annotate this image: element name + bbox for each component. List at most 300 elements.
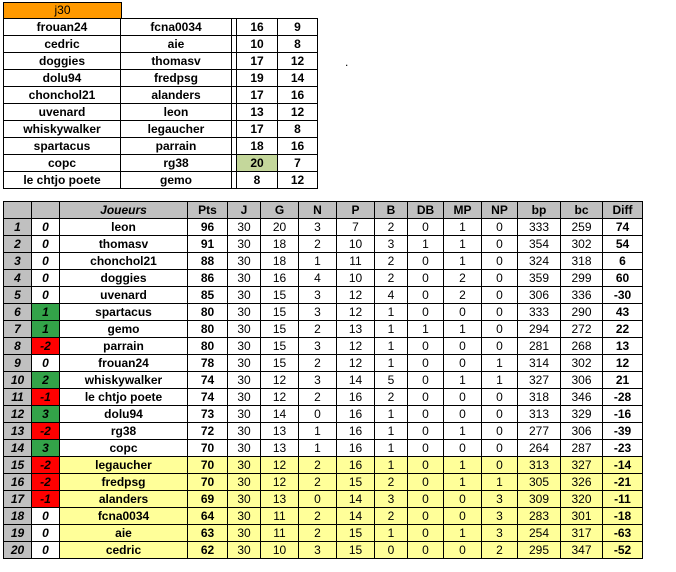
cell-name: parrain [60,338,188,355]
cell-db: 0 [408,253,444,270]
cell-bp: 324 [518,253,561,270]
match-row [4,87,318,104]
cell-db: 0 [408,457,444,474]
standings-header-row [4,202,643,219]
cell-g: 15 [261,287,299,304]
cell-diff: -52 [603,542,643,559]
cell-j: 30 [228,457,261,474]
match-away-score: 16 [278,138,318,155]
cell-name: thomasv [60,236,188,253]
match-row [4,172,318,189]
match-row [4,138,318,155]
cell-db: 0 [408,270,444,287]
cell-b: 2 [375,474,408,491]
match-away-score: 7 [278,155,318,172]
cell-db: 0 [408,542,444,559]
np-header: NP [482,202,518,219]
cell-pts: 88 [188,253,228,270]
cell-diff: -16 [603,406,643,423]
cell-g: 12 [261,372,299,389]
cell-diff: 12 [603,355,643,372]
standings-row [4,304,643,321]
cell-n: 2 [299,355,337,372]
cell-bc: 346 [561,389,603,406]
match-away-player: leon [121,104,232,121]
cell-mp: 1 [444,525,482,542]
cell-rank: 20 [4,542,32,559]
cell-diff: 22 [603,321,643,338]
cell-g: 12 [261,457,299,474]
cell-j: 30 [228,406,261,423]
match-row [4,155,318,172]
cell-db: 0 [408,491,444,508]
cell-bc: 306 [561,372,603,389]
cell-b: 1 [375,321,408,338]
cell-mp: 0 [444,338,482,355]
cell-n: 1 [299,253,337,270]
cell-n: 3 [299,304,337,321]
match-home-player: doggies [4,53,121,70]
cell-p: 16 [337,423,375,440]
cell-p: 14 [337,491,375,508]
cell-g: 13 [261,491,299,508]
cell-n: 2 [299,508,337,525]
cell-g: 15 [261,321,299,338]
cell-move: -2 [32,338,60,355]
match-away-player: rg38 [121,155,232,172]
cell-np: 3 [482,525,518,542]
cell-name: fcna0034 [60,508,188,525]
cell-rank: 7 [4,321,32,338]
cell-b: 2 [375,508,408,525]
cell-n: 1 [299,440,337,457]
cell-j: 30 [228,525,261,542]
cell-n: 2 [299,525,337,542]
cell-n: 2 [299,321,337,338]
cell-name: spartacus [60,304,188,321]
cell-bc: 268 [561,338,603,355]
cell-bc: 317 [561,525,603,542]
cell-rank: 16 [4,474,32,491]
cell-np: 1 [482,372,518,389]
cell-diff: 21 [603,372,643,389]
standings-row [4,287,643,304]
match-away-player: gemo [121,172,232,189]
cell-bc: 329 [561,406,603,423]
db-header: DB [408,202,444,219]
cell-diff: -28 [603,389,643,406]
cell-bp: 359 [518,270,561,287]
diff-header: Diff [603,202,643,219]
cell-diff: -63 [603,525,643,542]
standings-row [4,525,643,542]
cell-n: 3 [299,542,337,559]
cell-move: 0 [32,236,60,253]
cell-move: 0 [32,542,60,559]
cell-p: 14 [337,508,375,525]
cell-db: 0 [408,423,444,440]
cell-bc: 272 [561,321,603,338]
match-away-score: 16 [278,87,318,104]
cell-np: 0 [482,236,518,253]
bc-header: bc [561,202,603,219]
cell-bc: 347 [561,542,603,559]
cell-j: 30 [228,253,261,270]
cell-np: 2 [482,542,518,559]
cell-np: 0 [482,270,518,287]
bp-header: bp [518,202,561,219]
match-home-player: chonchol21 [4,87,121,104]
cell-pts: 70 [188,440,228,457]
cell-g: 13 [261,423,299,440]
cell-diff: -30 [603,287,643,304]
cell-p: 12 [337,287,375,304]
cell-name: gemo [60,321,188,338]
cell-move: -2 [32,457,60,474]
cell-b: 4 [375,287,408,304]
standings-row [4,338,643,355]
standings-row [4,542,643,559]
cell-rank: 11 [4,389,32,406]
cell-pts: 91 [188,236,228,253]
cell-bp: 333 [518,219,561,236]
cell-name: uvenard [60,287,188,304]
cell-pts: 64 [188,508,228,525]
cell-rank: 12 [4,406,32,423]
cell-rank: 4 [4,270,32,287]
cell-move: 0 [32,219,60,236]
cell-b: 1 [375,525,408,542]
cell-name: aie [60,525,188,542]
match-home-player: uvenard [4,104,121,121]
cell-p: 10 [337,270,375,287]
cell-j: 30 [228,287,261,304]
cell-pts: 80 [188,338,228,355]
match-away-player: legaucher [121,121,232,138]
cell-pts: 62 [188,542,228,559]
cell-b: 2 [375,253,408,270]
cell-name: doggies [60,270,188,287]
j-header: J [228,202,261,219]
cell-diff: 13 [603,338,643,355]
cell-j: 30 [228,219,261,236]
cell-move: 2 [32,372,60,389]
match-row [4,53,318,70]
cell-bc: 326 [561,474,603,491]
cell-move: 0 [32,270,60,287]
cell-move: 0 [32,525,60,542]
cell-bp: 327 [518,372,561,389]
standings-row [4,423,643,440]
cell-j: 30 [228,304,261,321]
match-away-player: aie [121,36,232,53]
cell-rank: 8 [4,338,32,355]
cell-n: 3 [299,372,337,389]
cell-mp: 1 [444,253,482,270]
cell-move: 1 [32,321,60,338]
cell-move: 0 [32,355,60,372]
cell-p: 15 [337,525,375,542]
match-away-player: parrain [121,138,232,155]
cell-mp: 0 [444,355,482,372]
cell-db: 0 [408,474,444,491]
cell-b: 1 [375,355,408,372]
cell-j: 30 [228,491,261,508]
match-home-score: 10 [237,36,278,53]
match-row [4,121,318,138]
mp-header: MP [444,202,482,219]
cell-g: 18 [261,236,299,253]
match-row [4,104,318,121]
match-away-score: 8 [278,36,318,53]
cell-b: 2 [375,389,408,406]
cell-g: 11 [261,508,299,525]
match-away-score: 12 [278,53,318,70]
match-away-score: 9 [278,19,318,36]
cell-bc: 302 [561,236,603,253]
cell-j: 30 [228,542,261,559]
cell-j: 30 [228,508,261,525]
cell-j: 30 [228,440,261,457]
cell-bc: 306 [561,423,603,440]
cell-n: 3 [299,219,337,236]
cell-j: 30 [228,389,261,406]
cell-bp: 281 [518,338,561,355]
cell-diff: -21 [603,474,643,491]
cell-diff: -14 [603,457,643,474]
cell-mp: 1 [444,474,482,491]
cell-n: 1 [299,423,337,440]
cell-b: 1 [375,406,408,423]
cell-mp: 1 [444,457,482,474]
cell-g: 11 [261,525,299,542]
cell-np: 0 [482,321,518,338]
cell-mp: 1 [444,372,482,389]
cell-g: 18 [261,253,299,270]
cell-g: 16 [261,270,299,287]
cell-bc: 299 [561,270,603,287]
cell-rank: 18 [4,508,32,525]
cell-j: 30 [228,270,261,287]
cell-db: 1 [408,236,444,253]
cell-g: 12 [261,389,299,406]
standings-row [4,270,643,287]
cell-np: 0 [482,338,518,355]
cell-bp: 333 [518,304,561,321]
standings-row [4,457,643,474]
cell-move: 0 [32,508,60,525]
cell-b: 2 [375,219,408,236]
cell-j: 30 [228,423,261,440]
cell-np: 3 [482,508,518,525]
cell-pts: 70 [188,457,228,474]
cell-mp: 0 [444,440,482,457]
cell-rank: 3 [4,253,32,270]
standings-row [4,389,643,406]
cell-n: 2 [299,457,337,474]
cell-name: le chtjo poete [60,389,188,406]
standings-row [4,440,643,457]
cell-np: 0 [482,304,518,321]
cell-rank: 14 [4,440,32,457]
cell-name: whiskywalker [60,372,188,389]
cell-bp: 313 [518,457,561,474]
match-home-player: copc [4,155,121,172]
g-header: G [261,202,299,219]
cell-np: 1 [482,355,518,372]
cell-p: 16 [337,406,375,423]
round-label: j30 [3,2,122,18]
cell-bc: 336 [561,287,603,304]
cell-name: dolu94 [60,406,188,423]
round-results [3,2,318,189]
cell-rank: 2 [4,236,32,253]
cell-b: 1 [375,338,408,355]
match-row [4,36,318,53]
cell-np: 0 [482,287,518,304]
cell-g: 15 [261,338,299,355]
cell-b: 2 [375,270,408,287]
match-home-score: 16 [237,19,278,36]
cell-j: 30 [228,474,261,491]
match-home-score: 17 [237,87,278,104]
cell-bp: 306 [518,287,561,304]
cell-pts: 85 [188,287,228,304]
cell-p: 10 [337,236,375,253]
cell-bp: 254 [518,525,561,542]
cell-pts: 86 [188,270,228,287]
cell-pts: 80 [188,321,228,338]
cell-diff: -18 [603,508,643,525]
match-home-score: 20 [237,155,278,172]
cell-n: 3 [299,287,337,304]
match-home-player: cedric [4,36,121,53]
cell-p: 12 [337,355,375,372]
cell-j: 30 [228,355,261,372]
cell-move: -1 [32,491,60,508]
match-home-player: frouan24 [4,19,121,36]
standings-table [3,201,643,559]
cell-diff: 43 [603,304,643,321]
cell-rank: 15 [4,457,32,474]
cell-move: 0 [32,253,60,270]
cell-np: 0 [482,457,518,474]
cell-n: 0 [299,491,337,508]
cell-db: 0 [408,440,444,457]
standings-row [4,474,643,491]
cell-diff: 60 [603,270,643,287]
cell-n: 0 [299,406,337,423]
cell-np: 0 [482,253,518,270]
cell-j: 30 [228,338,261,355]
cell-bc: 320 [561,491,603,508]
match-away-player: thomasv [121,53,232,70]
cell-bc: 327 [561,457,603,474]
cell-pts: 73 [188,406,228,423]
cell-diff: 6 [603,253,643,270]
cell-mp: 0 [444,508,482,525]
cell-mp: 1 [444,236,482,253]
cell-g: 14 [261,406,299,423]
cell-diff: -23 [603,440,643,457]
cell-j: 30 [228,321,261,338]
cell-mp: 0 [444,406,482,423]
match-away-score: 14 [278,70,318,87]
standings-row [4,321,643,338]
cell-np: 0 [482,219,518,236]
cell-np: 0 [482,423,518,440]
match-row [4,19,318,36]
cell-p: 16 [337,389,375,406]
standings-row [4,219,643,236]
cell-mp: 0 [444,491,482,508]
cell-p: 12 [337,304,375,321]
standings-row [4,406,643,423]
standings-row [4,372,643,389]
cell-db: 0 [408,508,444,525]
cell-pts: 96 [188,219,228,236]
cell-diff: -39 [603,423,643,440]
cell-b: 3 [375,236,408,253]
cell-b: 1 [375,304,408,321]
cell-bc: 290 [561,304,603,321]
match-home-score: 17 [237,121,278,138]
cell-db: 0 [408,406,444,423]
cell-p: 15 [337,474,375,491]
match-home-player: dolu94 [4,70,121,87]
cell-bp: 295 [518,542,561,559]
cell-rank: 17 [4,491,32,508]
cell-rank: 10 [4,372,32,389]
cell-move: 0 [32,287,60,304]
cell-db: 0 [408,304,444,321]
match-away-player: fredpsg [121,70,232,87]
cell-j: 30 [228,236,261,253]
cell-db: 0 [408,287,444,304]
cell-pts: 78 [188,355,228,372]
cell-name: frouan24 [60,355,188,372]
cell-rank: 9 [4,355,32,372]
cell-bp: 313 [518,406,561,423]
cell-b: 1 [375,440,408,457]
matches-table [3,18,318,189]
cell-rank: 6 [4,304,32,321]
cell-p: 15 [337,542,375,559]
cell-p: 13 [337,321,375,338]
cell-np: 0 [482,406,518,423]
cell-name: cedric [60,542,188,559]
cell-rank: 13 [4,423,32,440]
match-home-score: 18 [237,138,278,155]
cell-g: 12 [261,474,299,491]
cell-move: 3 [32,440,60,457]
cell-g: 10 [261,542,299,559]
cell-p: 7 [337,219,375,236]
cell-pts: 70 [188,474,228,491]
match-home-score: 13 [237,104,278,121]
cell-move: -1 [32,389,60,406]
match-away-score: 12 [278,104,318,121]
match-away-player: fcna0034 [121,19,232,36]
cell-name: rg38 [60,423,188,440]
match-home-player: spartacus [4,138,121,155]
cell-pts: 69 [188,491,228,508]
cell-diff: 74 [603,219,643,236]
cell-b: 0 [375,542,408,559]
cell-db: 0 [408,372,444,389]
match-home-player: le chtjo poete [4,172,121,189]
cell-bc: 301 [561,508,603,525]
